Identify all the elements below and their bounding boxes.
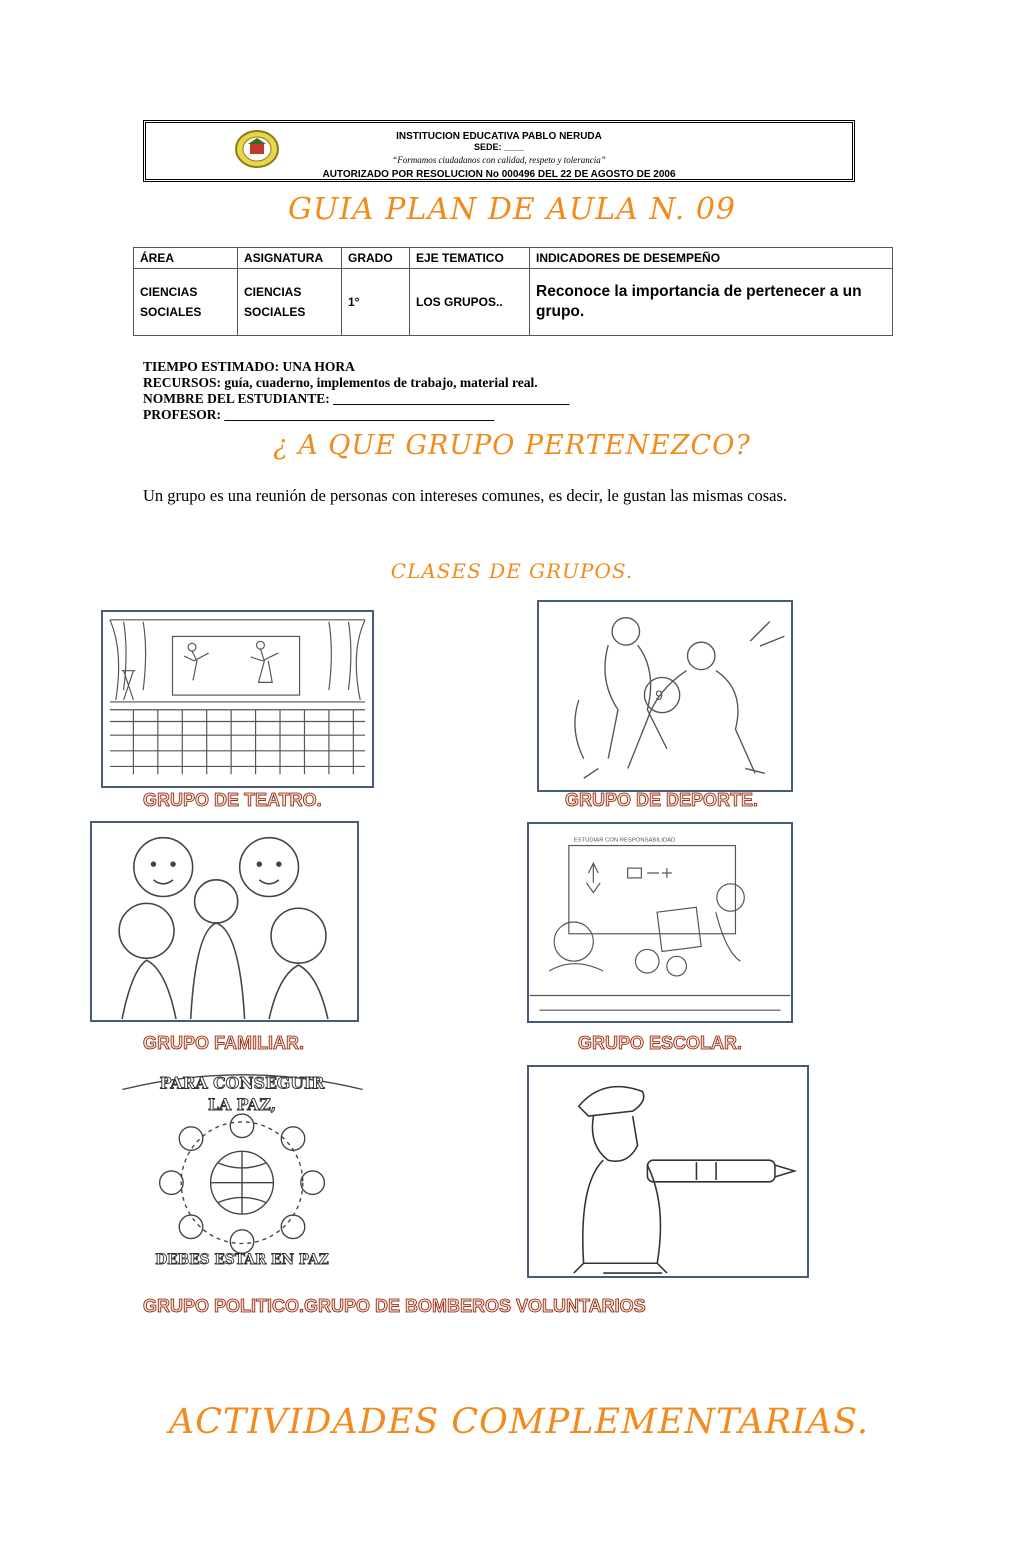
caption-theater: GRUPO DE TEATRO. [143,790,322,810]
sport-illustration [537,600,793,792]
caption-politic-firefighters: GRUPO POLITICO.GRUPO DE BOMBEROS VOLUNTARIOS [143,1296,646,1316]
cell-subject [238,269,342,336]
question-title: ¿ A QUE GRUPO PERTENEZCO? [273,430,751,461]
peace-illustration [110,1063,375,1271]
authorization-line: AUTORIZADO POR RESOLUCION No 000496 DEL 22 DE AGOSTO DE 2006 [322,169,676,180]
group-definition: Un grupo es una reunión de personas con intereses comunes, es decir, le gustan las mismas cosas. [143,486,788,505]
peace-top-text-1: PARA CONSEGUIR [159,1073,325,1093]
caption-school: GRUPO ESCOLAR. [578,1033,743,1053]
teacher-line: PROFESOR: ________________________________________ [143,407,495,422]
classes-title: CLASES DE GRUPOS. [390,559,634,583]
guide-title: GUIA PLAN DE AULA N. 09 [288,192,736,227]
cell-subject-line1: CIENCIAS [244,285,302,299]
school-illustration [527,822,793,1023]
peace-top-text-2: LA PAZ, [207,1095,277,1115]
family-illustration [90,821,359,1022]
cell-area [134,269,238,336]
indicators-table [133,247,893,336]
cell-area-line1: CIENCIAS [140,285,198,299]
cell-grade: 1° [342,269,410,336]
header-indicators: INDICADORES DE DESEMPEÑO [530,248,893,269]
cell-indicator: Reconoce la importancia de pertenecer a un grupo. [530,269,893,336]
cell-area-line2: SOCIALES [140,305,202,319]
header-grade: GRADO [342,248,410,269]
sede-line: SEDE: ____ [473,142,525,152]
resources: RECURSOS: guía, cuaderno, implementos de trabajo, material real. [143,375,538,390]
svg-text:9: 9 [655,687,663,703]
header-axis: EJE TEMATICO [410,248,530,269]
theater-illustration [101,610,374,788]
estimated-time: TIEMPO ESTIMADO: UNA HORA [143,359,355,374]
activities-title: ACTIVIDADES COMPLEMENTARIAS. [168,1402,870,1442]
institution-name: INSTITUCION EDUCATIVA PABLO NERUDA [396,131,602,142]
caption-sport: GRUPO DE DEPORTE. [565,790,759,810]
institution-header [143,120,855,182]
peace-bottom-text: DEBES ESTAR EN PAZ [155,1252,329,1269]
student-name-line: NOMBRE DEL ESTUDIANTE: ___________________________________ [143,391,570,406]
table-header-row [134,248,893,269]
header-subject: ASIGNATURA [238,248,342,269]
table-row [134,269,893,336]
school-board-text: ESTUDIAR CON RESPONSABILIDAD [573,837,676,844]
cell-axis: LOS GRUPOS.. [410,269,530,336]
cell-subject-line2: SOCIALES [244,305,306,319]
header-area: ÁREA [134,248,238,269]
firefighter-illustration [527,1065,809,1278]
motto: “Formamos ciudadanos con calidad, respeto y tolerancia” [392,155,606,165]
caption-family: GRUPO FAMILIAR. [143,1033,304,1053]
